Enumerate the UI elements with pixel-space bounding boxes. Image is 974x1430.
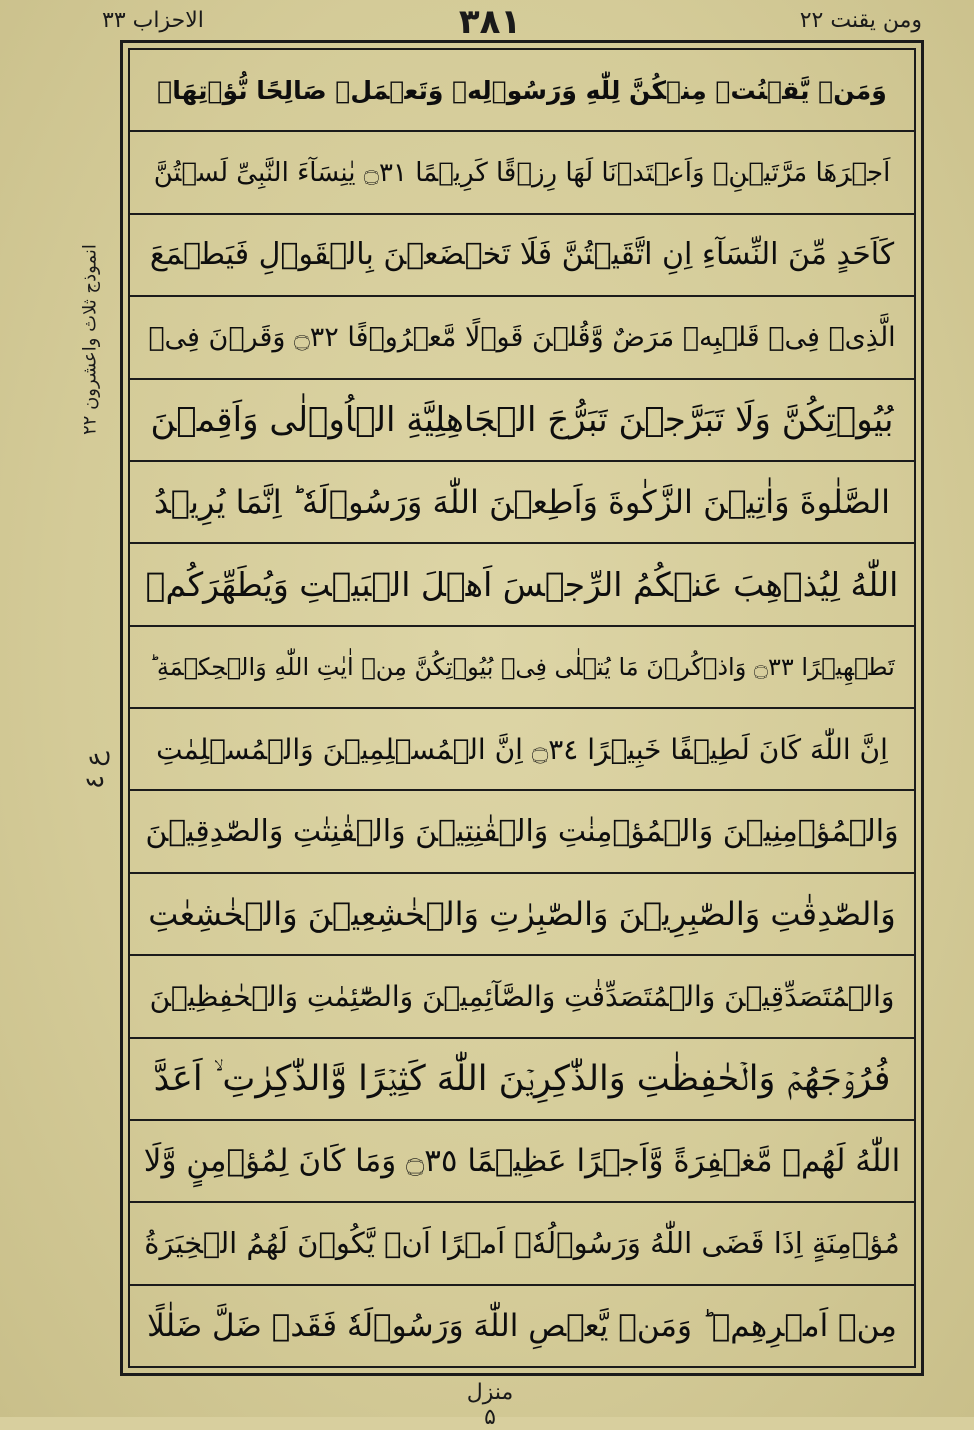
text-line-9: اِنَّ اللّٰهَ كَانَ لَطِيۡفًا خَبِيۡرًا ۝٣٤ اِنَّ الۡمُسۡلِمِيۡنَ وَالۡمُسۡلِمٰتِ (130, 709, 914, 791)
text-block (130, 50, 914, 1366)
text-line-15: مُؤۡمِنَةٍ اِذَا قَضَى اللّٰهُ وَرَسُوۡلُهٗۤ اَمۡرًا اَنۡ يَّكُوۡنَ لَهُمُ الۡخِيَرَةُ (130, 1203, 914, 1285)
manzil-footer: منزل ۵ (466, 1380, 514, 1430)
text-line-6: الصَّلٰوةَ وَاٰتِيۡنَ الزَّكٰوةَ وَاَطِعۡنَ اللّٰهَ وَرَسُوۡلَهٗ ؕ اِنَّمَا يُرِيۡدُ (130, 462, 914, 544)
header-surah-name: الاحزاب ٣٣ (102, 8, 204, 33)
text-line-2: اَجۡرَهَا مَرَّتَيۡنِۙ وَاَعۡتَدۡنَا لَهَا رِزۡقًا كَرِيۡمًا ۝٣١ يٰنِسَآءَ النَّبِىِّ لَسۡتُنَّ (130, 132, 914, 214)
text-line-1: وَمَنۡ يَّقۡنُتۡ مِنۡكُنَّ لِلّٰهِ وَرَسُوۡلِهٖ وَتَعۡمَلۡ صَالِحًا نُّؤۡتِهَاۤ (130, 50, 914, 132)
text-line-3: كَاَحَدٍ مِّنَ النِّسَآءِ اِنِ اتَّقَيۡتُنَّ فَلَا تَخۡضَعۡنَ بِالۡقَوۡلِ فَيَطۡمَعَ (130, 215, 914, 297)
text-line-10: وَالۡمُؤۡمِنِيۡنَ وَالۡمُؤۡمِنٰتِ وَالۡقٰنِتِيۡنَ وَالۡقٰنِتٰتِ وَالصّٰدِقِيۡنَ (130, 791, 914, 873)
text-line-4: الَّذِىۡ فِىۡ قَلۡبِهٖ مَرَضٌ وَّقُلۡنَ قَوۡلًا مَّعۡرُوۡفًا ۝٣٢ وَقَرۡنَ فِىۡ (130, 297, 914, 379)
margin-side-note: انموذج ثلاث واعشرون ٢٢ (79, 244, 101, 436)
text-line-5: بُيُوۡتِكُنَّ وَلَا تَبَرَّجۡنَ تَبَرُّجَ الۡجَاهِلِيَّةِ الۡاُوۡلٰى وَاَقِمۡنَ (130, 380, 914, 462)
text-line-16: مِنۡ اَمۡرِهِمۡ ؕ وَمَنۡ يَّعۡصِ اللّٰهَ وَرَسُوۡلَهٗ فَقَدۡ ضَلَّ ضَلٰلًا (147, 1307, 897, 1344)
text-line-8: تَطۡهِيۡرًا ۝٣٣ وَاذۡكُرۡنَ مَا يُتۡلٰى فِىۡ بُيُوۡتِكُنَّ مِنۡ اٰيٰتِ اللّٰهِ وَالۡحِكۡمَةِ ؕ (130, 627, 914, 709)
text-line-14: اللّٰهُ لَهُمۡ مَّغۡفِرَةً وَّاَجۡرًا عَظِيۡمًا ۝٣٥ وَمَا كَانَ لِمُؤۡمِنٍ وَّلَا (130, 1121, 914, 1203)
text-line-11: وَالصّٰدِقٰتِ وَالصّٰبِرِيۡنَ وَالصّٰبِرٰتِ وَالۡخٰشِعِيۡنَ وَالۡخٰشِعٰتِ (130, 874, 914, 956)
page-number: ٣٨١ (458, 2, 522, 42)
header-surah-para: ومن يقنت ٢٢ (799, 8, 922, 33)
text-line-7: اللّٰهُ لِيُذۡهِبَ عَنۡكُمُ الرِّجۡسَ اَهۡلَ الۡبَيۡتِ وَيُطَهِّرَكُمۡ (130, 544, 914, 626)
text-line-13: فُرُوۡجَهُمۡ وَالۡحٰفِظٰتِ وَالذّٰكِرِيۡنَ اللّٰهَ كَثِيۡرًا وَّالذّٰكِرٰتِ ۙ اَعَدَّ (130, 1039, 914, 1121)
text-line-12: وَالۡمُتَصَدِّقِيۡنَ وَالۡمُتَصَدِّقٰتِ وَالصَّآئِمِيۡنَ وَالصّٰٓئِمٰتِ وَالۡحٰفِظِيۡنَ (130, 956, 914, 1038)
ruku-mark: ع ٤ (80, 751, 110, 789)
